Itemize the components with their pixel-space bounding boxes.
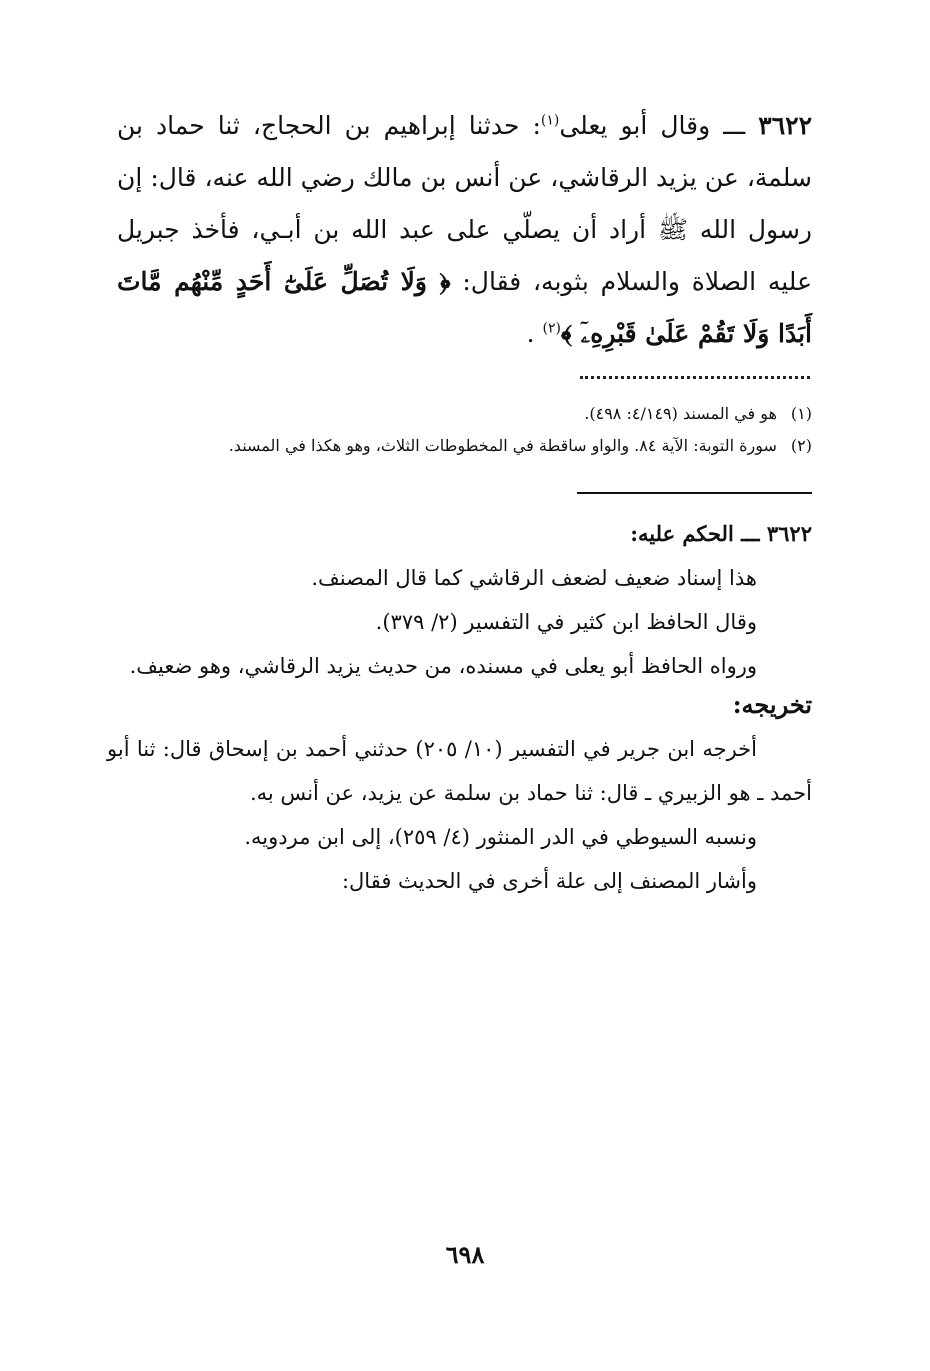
footnote-2: [112, 430, 812, 462]
footnote-1: [112, 398, 812, 430]
footnote-number: (١): [790, 404, 812, 423]
footnote-ref-2[interactable]: (٢): [542, 320, 561, 337]
section-divider: [577, 492, 812, 494]
takhrij-line: ونسبه السيوطي في الدر المنثور (٤/ ٢٥٩)، إلى ابن مردويه.: [244, 825, 757, 849]
footnote-ref-1[interactable]: (١): [540, 112, 560, 129]
takhrij-paragraph: أخرجه ابن جرير في التفسير (١٠/ ٢٠٥) حدثني أحمد بن إسحاق قال: ثنا أبو أحمد ـ هو الزبيري ـ قال: ثنا حماد بن سلمة عن يزيد، عن أنس به.: [107, 737, 812, 805]
ruling-heading: ٣٦٢٢ ـــ الحكم عليه:: [630, 521, 812, 546]
hadith-number: ٣٦٢٢: [758, 111, 812, 140]
footnotes: [112, 398, 812, 462]
takhrij-section: [107, 727, 812, 903]
hadith-end: .: [526, 319, 543, 348]
takhrij-heading: تخريجه:: [732, 690, 812, 719]
hadith-text: [117, 100, 812, 360]
hadith-dash: ـــ: [723, 111, 746, 140]
takhrij-line: وأشار المصنف إلى علة أخرى في الحديث فقال:: [341, 869, 757, 893]
ruling-section: [107, 512, 812, 688]
footnote-number: (٢): [790, 436, 812, 455]
ruling-line: هذا إسناد ضعيف لضعف الرقاشي كما قال المصنف.: [311, 566, 757, 590]
footnote-text: هو في المسند (٤/١٤٩: ٤٩٨).: [584, 404, 777, 423]
hadith-body: : حدثنا إبراهيم بن الحجاج، ثنا حماد بن سلمة، عن يزيد الرقاشي، عن أنس بن مالك رضي الله عنه، قال: إن رسول الله ﷺ أراد أن يصلّي على عبد الله بن أبـي، فأخذ جبريل عليه الصلاة والسلام بثوبه، فقال:: [117, 111, 812, 296]
ruling-line: ورواه الحافظ أبو يعلى في مسنده، من حديث يزيد الرقاشي، وهو ضعيف.: [129, 654, 757, 678]
footnote-text: سورة التوبة: الآية ٨٤. والواو ساقطة في المخطوطات الثلاث، وهو هكذا في المسند.: [228, 436, 777, 455]
quran-verse: ﴿ وَلَا تُصَلِّ عَلَىٰٓ أَحَدٍ مِّنْهُم مَّاتَ أَبَدًا وَلَا تَقُمْ عَلَىٰ قَبْرِهِۦٓ ﴾: [117, 267, 812, 348]
footnote-separator: [580, 366, 810, 379]
ruling-line: وقال الحافظ ابن كثير في التفسير (٢/ ٣٧٩).: [375, 610, 757, 634]
page-number: ٦٩٨: [445, 1240, 485, 1269]
hadith-intro: وقال أبو يعلى: [559, 111, 711, 140]
